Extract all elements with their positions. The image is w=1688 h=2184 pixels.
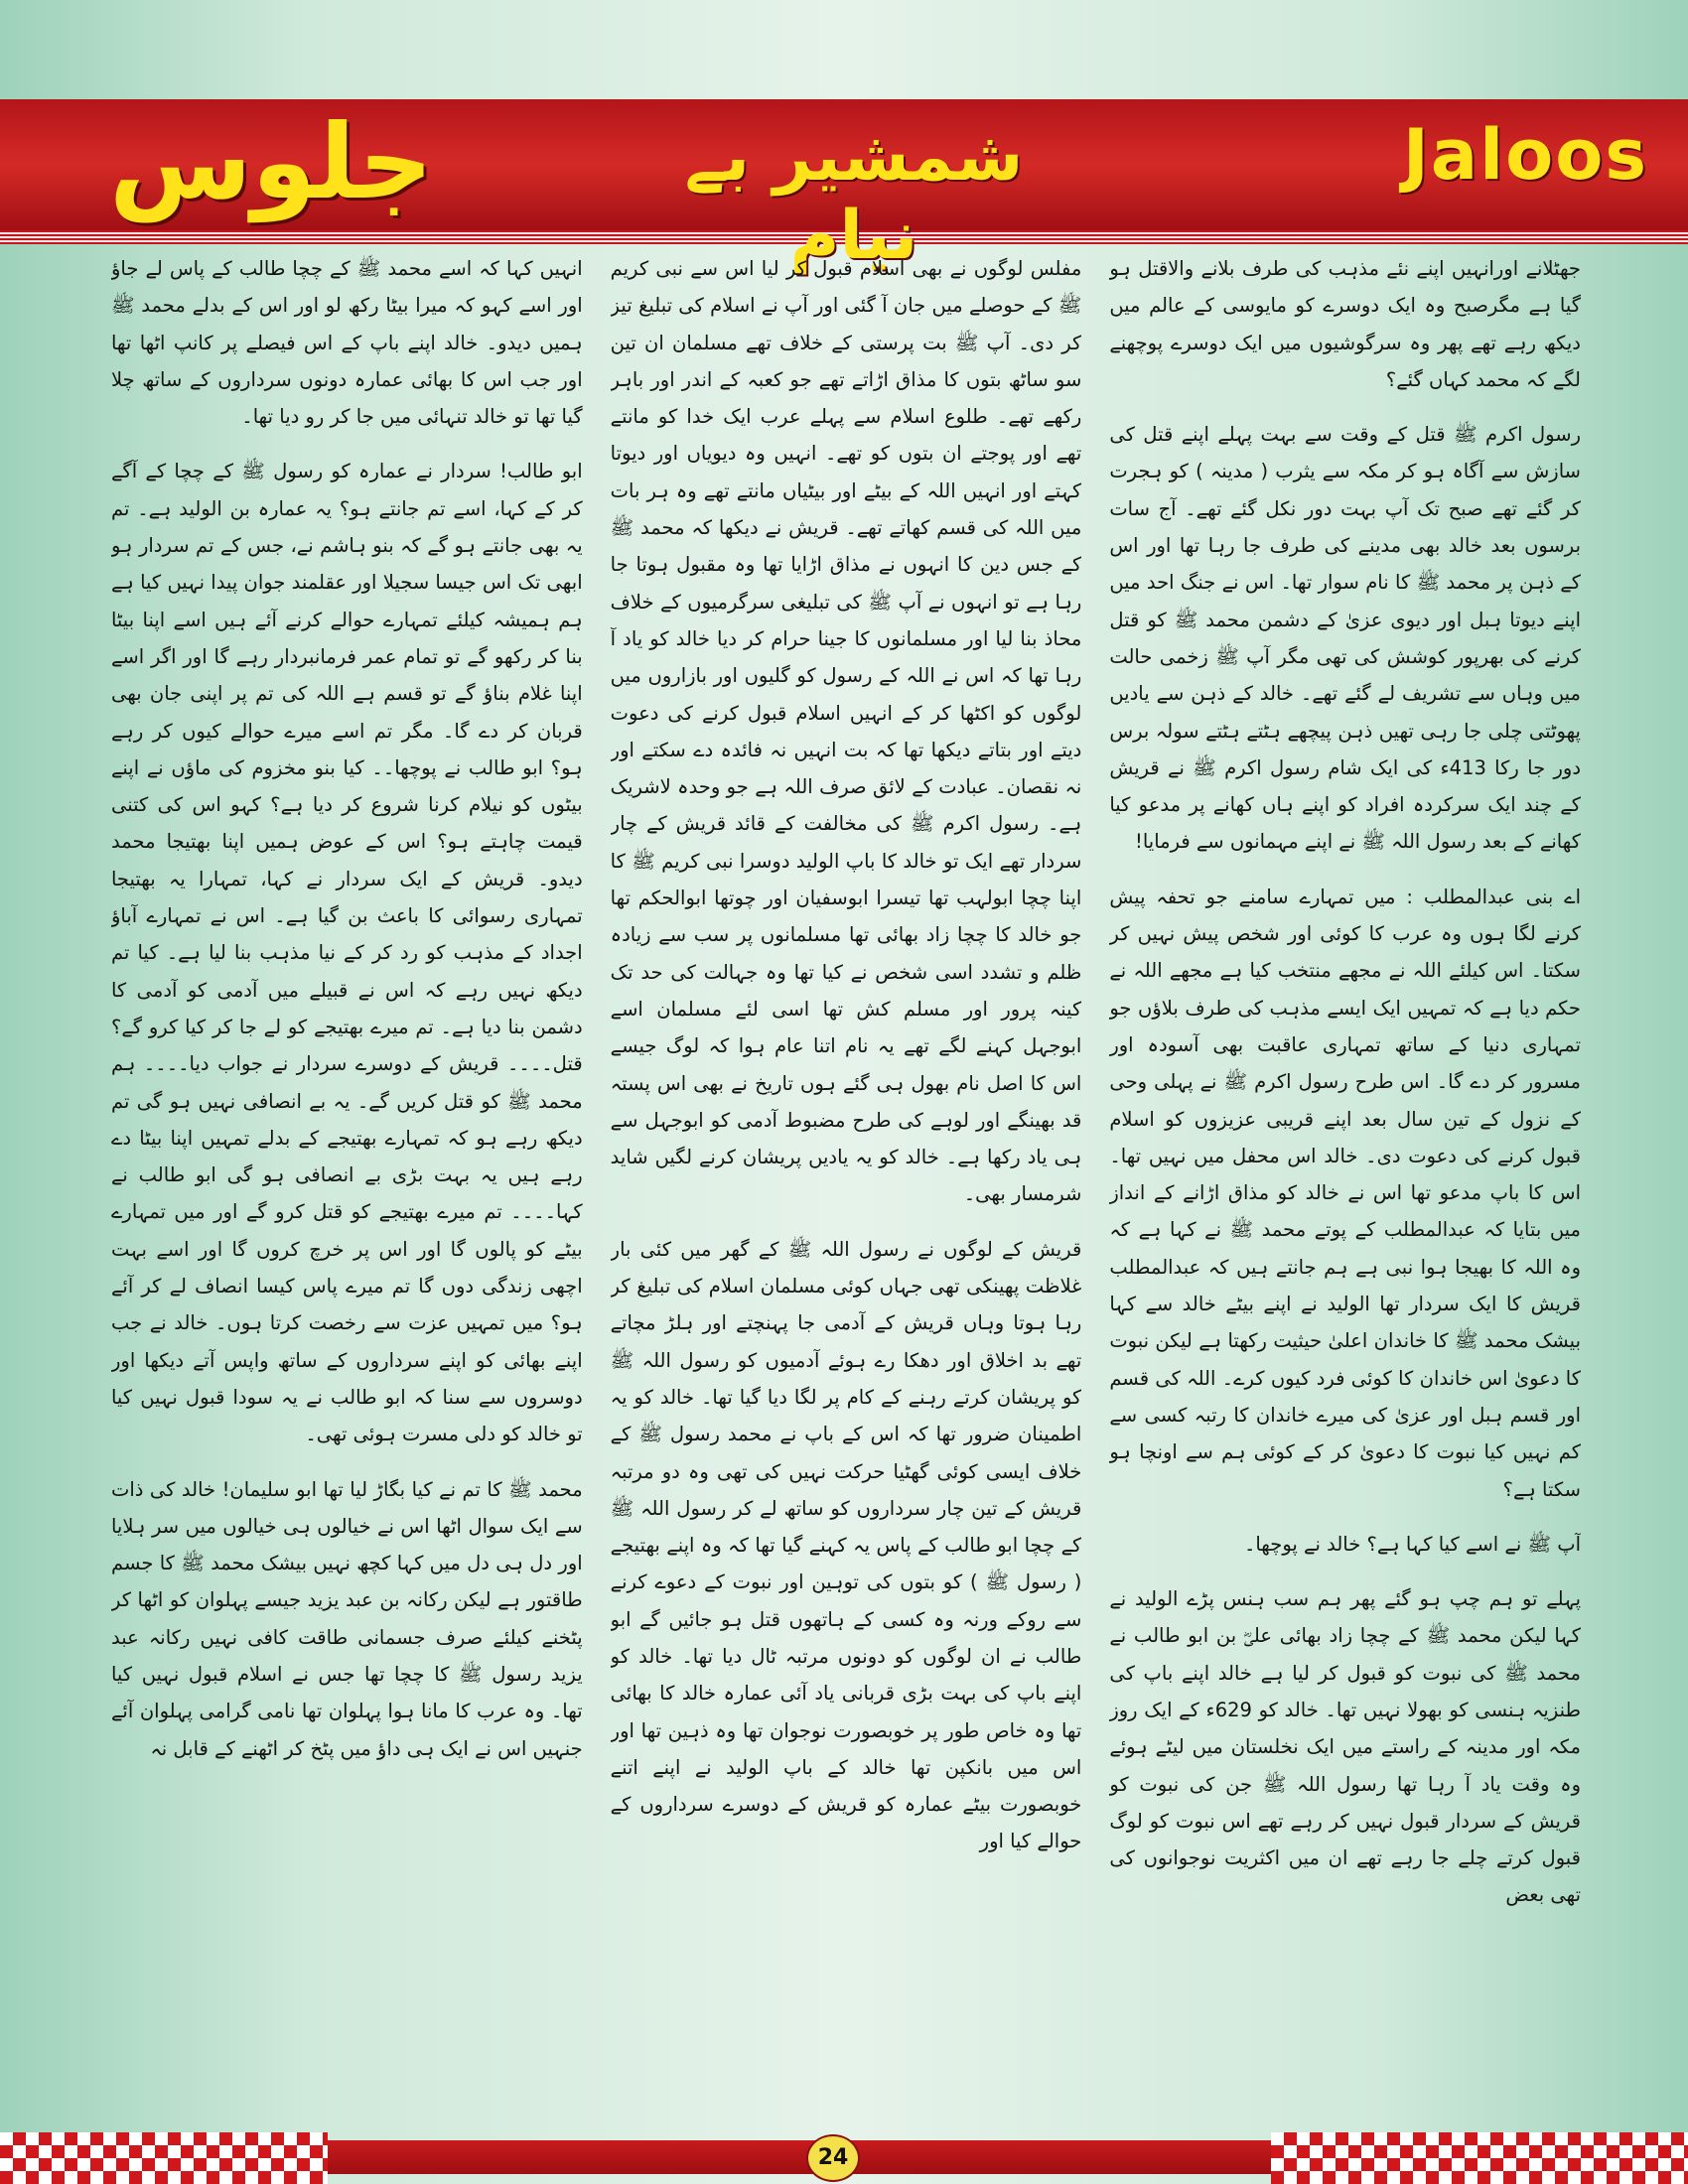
paragraph: رسول اکرم ﷺ قتل کے وقت سے بہت پہلے اپنے قتل کی سازش سے آگاہ ہو کر مکہ سے یثرب ( مدینہ ) کو ہجرت کر گئے تھے صبح تک آپ بہت دور نکل گئے تھے۔ آج سات برسوں بعد خالد بھی مدینے کی طرف جا رہا تھا اور اس کے ذہن پر محمد ﷺ کا نام سوار تھا۔ اس نے جنگ احد میں اپنے دیوتا ہبل اور دیوی عزیٰ کے دشمن محمد ﷺ کو قتل کرنے کی بھرپور کوشش کی تھی مگر آپ ﷺ زخمی حالت میں وہاں سے تشریف لے گئے تھے۔ خالد کے ذہن سے یادیں پھوٹتی چلی جا رہی تھیں ذہن پیچھے ہٹتے ہٹتے سولہ برس دور جا رکا 413ء کی ایک شام رسول اکرم ﷺ نے قریش کے چند ایک سرکردہ افراد کو اپنے ہاں کھانے پر مدعو کیا کھانے کے بعد رسول اللہ ﷺ نے اپنے مہمانوں سے فرمایا! bbox=[1109, 423, 1581, 854]
paragraph: جھٹلانے اورانہیں اپنے نئے مذہب کی طرف بلانے والاقتل ہو گیا ہے مگرصبح وہ ایک دوسرے کو مایوسی کے عالم میں دیکھ رہے تھے پھر وہ سرگوشیوں میں ایک دوسرے پوچھنے لگے کہ محمد کہاں گئے؟ bbox=[1109, 257, 1581, 391]
paragraph: ابو طالب! سردار نے عمارہ کو رسول ﷺ کے چچا کے آگے کر کے کہا، اسے تم جانتے ہو؟ یہ عمارہ بن الولید ہے۔ تم یہ بھی جانتے ہو گے کہ بنو ہاشم نے، جس کے تم سردار ہو ابھی تک اس جیسا سجیلا اور عقلمند جوان پیدا نہیں کیا ہے ہم ہمیشہ کیلئے تمہارے حوالے کرنے آئے ہیں اسے اپنا بیٹا بنا کر رکھو گے تو تمام عمر فرمانبردار رہے گا اور اگر اسے اپنا غلام بناؤ گے تو قسم ہے اللہ کی تم پر اپنی جان بھی قربان کر دے گا۔ مگر تم اسے میرے حوالے کیوں کر رہے ہو؟ ابو طالب نے پوچھا۔۔ کیا بنو مخزوم کی ماؤں نے اپنے بیٹوں کو نیلام کرنا شروع کر دیا ہے؟ کہو اس کی کتنی قیمت چاہتے ہو؟ اس کے عوض ہمیں اپنا بھتیجا محمد دیدو۔ قریش کے ایک سردار نے کہا، تمہارا یہ بھتیجا تمہاری رسوائی کا باعث بن گیا ہے۔ اس نے تمہارے آباؤ اجداد کے مذہب کو رد کر کے نیا مذہب بنا لیا ہے۔ کیا تم دیکھ نہیں رہے کہ اس نے قبیلے میں آدمی کو آدمی کا دشمن بنا دیا ہے۔ تم میرے بھتیجے کو لے جا کر کیا کرو گے؟ قتل۔۔۔۔ قریش کے دوسرے سردار نے جواب دیا۔۔۔۔ ہم محمد ﷺ کو قتل کریں گے۔ یہ بے انصافی نہیں ہو گی تم دیکھ رہے ہو کہ تمہارے بھتیجے کے بدلے تمہیں اپنا بیٹا دے رہے ہیں یہ بہت بڑی بے انصافی ہو گی ابو طالب نے کہا۔۔۔۔ تم میرے بھتیجے کو قتل کرو گے اور میں تمہارے بیٹے کو پالوں گا اور اس پر خرچ کروں گا اور اسے بہت اچھی زندگی دوں گا تم میرے پاس کیسا انصاف لے کر آئے ہو؟ میں تمہیں عزت سے رخصت کرتا ہوں۔ خالد نے جب اپنے بھائی کو اپنے سرداروں کے ساتھ واپس آتے دیکھا اور دوسروں سے سنا کہ ابو طالب نے یہ سودا قبول نہیں کیا تو خالد کو دلی مسرت ہوئی تھی۔ bbox=[110, 460, 583, 1446]
paragraph: اے بنی عبدالمطلب : میں تمہارے سامنے جو تحفہ پیش کرنے لگا ہوں وہ عرب کا کوئی اور شخص پیش نہیں کر سکتا۔ اس کیلئے اللہ نے مجھے منتخب کیا ہے مجھے اللہ نے حکم دیا ہے کہ تمہیں ایک ایسے مذہب کی طرف بلاؤں جو تمہاری دنیا کے ساتھ تمہاری عاقبت بھی آسودہ اور مسرور کر دے گا۔ اس طرح رسول اکرم ﷺ نے پہلی وحی کے نزول کے تین سال بعد اپنے قریبی عزیزوں کو اسلام قبول کرنے کی دعوت دی۔ خالد اس محفل میں نہیں تھا۔ اس کا باپ مدعو تھا اس نے خالد کو مذاق اڑانے کے انداز میں بتایا کہ عبدالمطلب کے پوتے محمد ﷺ نے کہا ہے کہ وہ اللہ کا بھیجا ہوا نبی ہے ہم جانتے ہیں کہ عبدالمطلب قریش کا ایک سردار تھا الولید نے اپنے بیٹے خالد سے کہا بیشک محمد ﷺ کا خاندان اعلیٰ حیثیت رکھتا ہے لیکن نبوت کا دعویٰ اس خاندان کا کوئی فرد کیوں کرے۔ اللہ کی قسم اور قسم ہبل اور عزیٰ کی میرے خاندان کا رتبہ کسی سے کم نہیں کیا نبوت کا دعویٰ کر کے کوئی ہم سے اونچا ہو سکتا ہے؟ bbox=[1109, 885, 1581, 1501]
paragraph: قریش کے لوگوں نے رسول اللہ ﷺ کے گھر میں کئی بار غلاظت پھینکی تھی جہاں کوئی مسلمان اسلام کی تبلیغ کر رہا ہوتا وہاں قریش کے آدمی جا پہنچتے اور ہلڑ مچاتے تھے بد اخلاق اور دھکا رے ہوئے آدمیوں کو رسول اللہ ﷺ کو پریشان کرتے رہنے کے کام پر لگا دیا گیا تھا۔ خالد کو یہ اطمینان ضرور تھا کہ اس کے باپ نے محمد رسول ﷺ کے خلاف ایسی کوئی گھٹیا حرکت نہیں کی تھی وہ دو مرتبہ قریش کے تین چار سرداروں کو ساتھ لے کر رسول اللہ ﷺ کے چچا ابو طالب کے پاس یہ کہنے گیا تھا کہ وہ اپنے بھتیجے ( رسول ﷺ ) کو بتوں کی توہین اور نبوت کے دعوے کرنے سے روکے ورنہ وہ کسی کے ہاتھوں قتل ہو جائیں گے ابو طالب نے ان لوگوں کو دونوں مرتبہ ٹال دیا تھا۔ خالد کو اپنے باپ کی بہت بڑی قربانی یاد آئی عمارہ خالد کا بھائی تھا وہ خاص طور پر خوبصورت نوجوان تھا وہ ذہین تھا اور اس میں بانکپن تھا خالد کے باپ الولید نے اپنے اتنے خوبصورت بیٹے عمارہ کو قریش کے دوسرے سرداروں کے حوالے کیا اور bbox=[610, 1237, 1082, 1853]
magazine-logo-english: Jaloos bbox=[1402, 114, 1648, 196]
paragraph: انہیں کہا کہ اسے محمد ﷺ کے چچا طالب کے پاس لے جاؤ اور اسے کہو کہ میرا بیٹا رکھ لو اور اس کے بدلے محمد ﷺ ہمیں دیدو۔ خالد اپنے باپ کے اس فیصلے پر کانپ اٹھا تھا اور جب اس کا بھائی عمارہ دونوں سرداروں کے ساتھ چلا گیا تھا تو خالد تنہائی میں جا کر رو دیا تھا۔ bbox=[110, 257, 583, 429]
magazine-logo-urdu: جلوس bbox=[109, 101, 434, 222]
checker-pattern-left bbox=[0, 2132, 328, 2184]
text-column-2 bbox=[611, 250, 1082, 2126]
footer-bar bbox=[328, 2140, 1271, 2174]
text-column-1 bbox=[1109, 250, 1581, 2126]
paragraph: محمد ﷺ کا تم نے کیا بگاڑ لیا تھا ابو سلیمان! خالد کی ذات سے ایک سوال اٹھا اس نے خیالوں ہی خیالوں میں سر ہلایا اور دل ہی دل میں کہا کچھ نہیں بیشک محمد ﷺ کا جسم طاقتور ہے لیکن رکانہ بن عبد یزید جیسے پہلوان کو اٹھا کر پٹخنے کیلئے صرف جسمانی طاقت کافی نہیں رکانہ عبد یزید رسول ﷺ کا چچا تھا جس نے اسلام قبول نہیں کیا تھا۔ وہ عرب کا مانا ہوا پہلوان تھا نامی گرامی پہلوان آئے جنہیں اس نے ایک ہی داؤ میں پٹخ کر اٹھنے کے قابل نہ bbox=[110, 1477, 583, 1760]
page-number: 24 bbox=[806, 2134, 860, 2182]
article-title: شمشیر بے نیام bbox=[684, 118, 1024, 275]
article-body bbox=[111, 250, 1581, 2126]
paragraph: آپ ﷺ نے اسے کیا کہا ہے؟ خالد نے پوچھا۔ bbox=[1243, 1532, 1581, 1556]
paragraph: مفلس لوگوں نے بھی اسلام قبول کر لیا اس سے نبی کریم ﷺ کے حوصلے میں جان آ گئی اور آپ نے اسلام کی تبلیغ تیز کر دی۔ آپ ﷺ بت پرستی کے خلاف تھے مسلمان ان تین سو ساٹھ بتوں کا مذاق اڑاتے تھے جو کعبہ کے اندر اور باہر رکھے تھے۔ طلوع اسلام سے پہلے عرب ایک خدا کو مانتے تھے اور پوجتے ان بتوں کو تھے۔ انہیں وہ دیویاں اور دیوتا کہتے اور انہیں اللہ کے بیٹے اور بیٹیاں مانتے تھے وہ ہر بات میں اللہ کی قسم کھاتے تھے۔ قریش نے دیکھا کہ محمد ﷺ کے جس دین کا انہوں نے مذاق اڑایا تھا وہ مقبول ہوتا جا رہا ہے تو انہوں نے آپ ﷺ کی تبلیغی سرگرمیوں کے خلاف محاذ بنا لیا اور مسلمانوں کا جینا حرام کر دیا خالد کو یاد آ رہا تھا کہ اس نے اللہ کے رسول کو گلیوں اور بازاروں میں لوگوں کو اکٹھا کر کے انہیں اسلام قبول کرنے کی دعوت دیتے اور بتاتے دیکھا تھا کہ بت انہیں نہ فائدہ دے سکتے اور نہ نقصان۔ عبادت کے لائق صرف اللہ ہے جو وحدہ لاشریک ہے۔ رسول اکرم ﷺ کی مخالفت کے قائد قریش کے چار سردار تھے ایک تو خالد کا باپ الولید دوسرا نبی کریم ﷺ کا اپنا چچا ابولہب تھا تیسرا ابوسفیان اور چوتھا ابوالحکم تھا جو خالد کا چچا زاد بھائی تھا مسلمانوں پر سب سے زیادہ ظلم و تشدد اسی شخص نے کیا تھا وہ جہالت کی حد تک کینہ پرور اور مسلم کش تھا اسی لئے مسلمان اسے ابوجہل کہنے لگے تھے یہ نام اتنا عام ہوا کہ لوگ جیسے اس کا اصل نام بھول ہی گئے ہوں تاریخ نے بھی اس پستہ قد بھینگے اور لوہے کی طرح مضبوط آدمی کو ابوجہل سے ہی یاد رکھا ہے۔ خالد کو یہ یادیں پریشان کرنے لگیں شاید شرمسار بھی۔ bbox=[610, 257, 1082, 1206]
paragraph: پہلے تو ہم چپ ہو گئے پھر ہم سب ہنس پڑے الولید نے کہا لیکن محمد ﷺ کے چچا زاد بھائی علیؓ بن ابو طالب نے محمد ﷺ کی نبوت کو قبول کر لیا ہے خالد اپنے باپ کی طنزیہ ہنسی کو بھولا نہیں تھا۔ خالد کو 629ء کے ایک روز مکہ اور مدینہ کے راستے میں ایک نخلستان میں لیٹے ہوئے وہ وقت یاد آ رہا تھا رسول اللہ ﷺ جن کی نبوت کو قریش کے سردار قبول نہیں کر رہے تھے اس نبوت کو لوگ قبول کرتے چلے جا رہے تھے ان میں اکثریت نوجوانوں کی تھی بعض bbox=[1109, 1587, 1581, 1907]
checker-pattern-right bbox=[1271, 2132, 1688, 2184]
text-column-3 bbox=[111, 250, 583, 2126]
